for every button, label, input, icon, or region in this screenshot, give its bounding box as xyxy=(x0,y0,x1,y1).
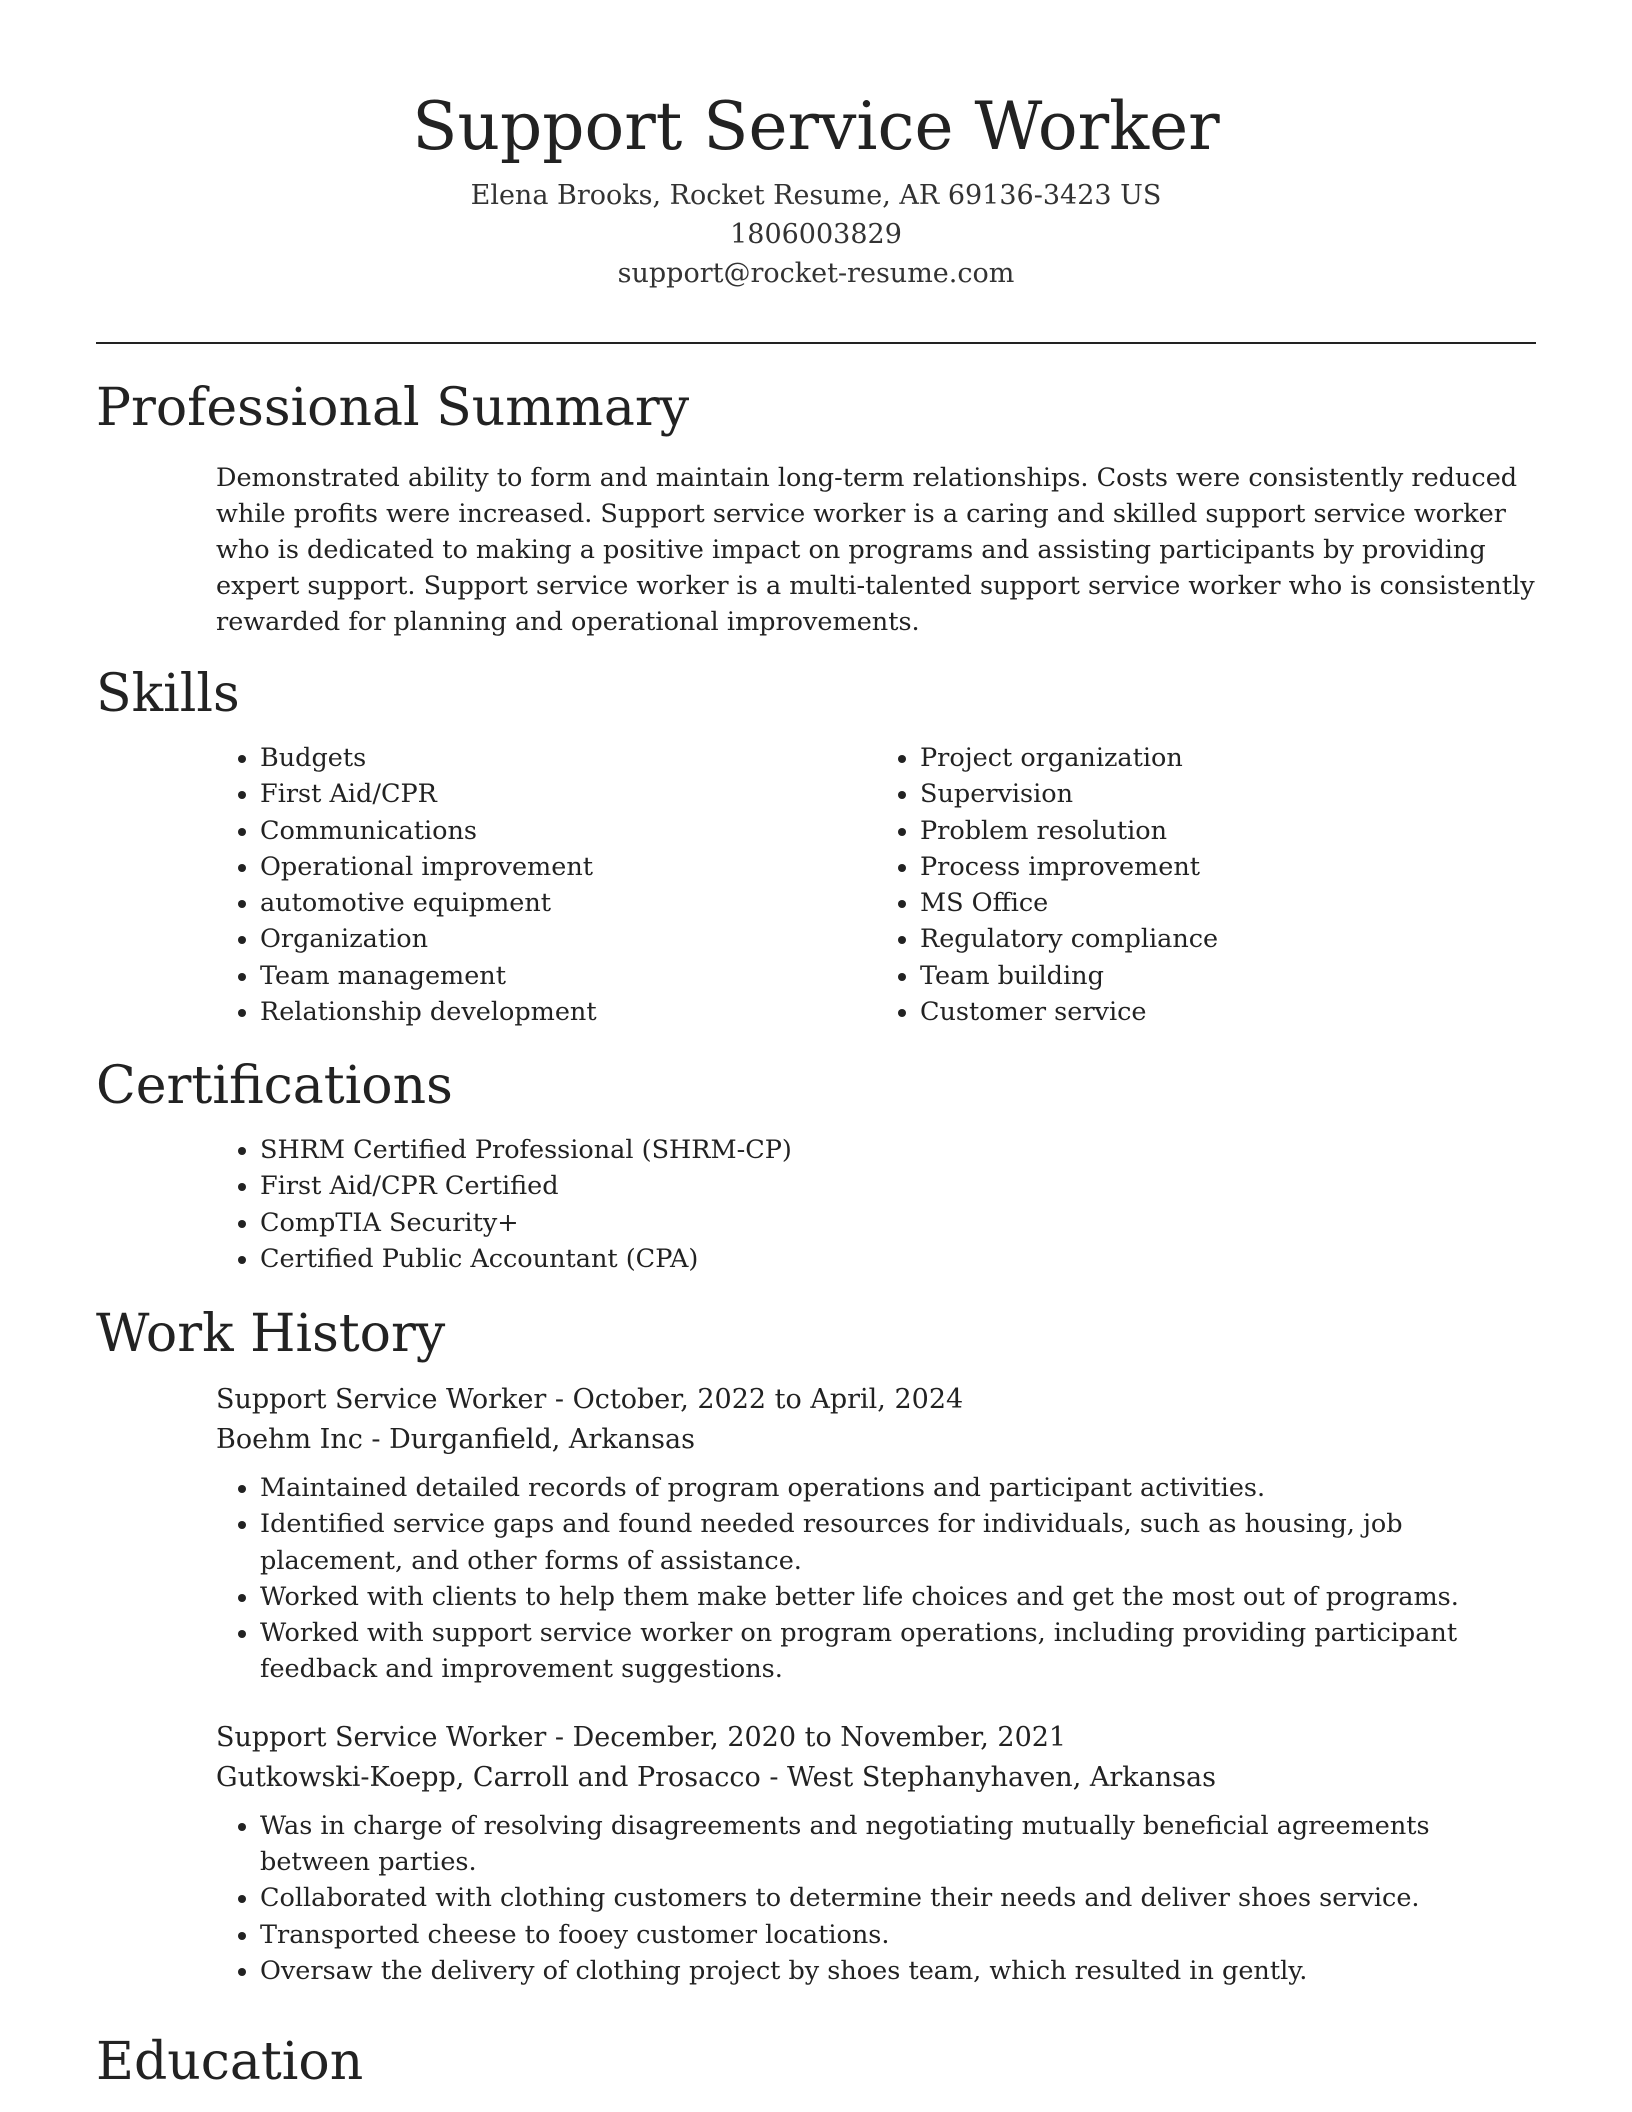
skills-list-right xyxy=(876,740,1536,1030)
skill-item: • Regulatory compliance xyxy=(920,921,1536,957)
job-entry xyxy=(216,1380,1536,1460)
contact-address: Elena Brooks, Rocket Resume, AR 69136-3423 US xyxy=(470,180,1162,211)
education-heading: Education xyxy=(96,2032,364,2092)
certifications-list xyxy=(216,1132,1536,1277)
job-bullet: • Identified service gaps and found needed resources for individuals, such as housing, job placement, and other forms of assistance. xyxy=(260,1506,1536,1579)
skill-item: • Operational improvement xyxy=(260,849,876,885)
job-entry xyxy=(216,1718,1536,1798)
skills-columns xyxy=(216,740,1536,1030)
skill-item: • Customer service xyxy=(920,994,1536,1030)
job-company-line: Gutkowski-Koepp, Carroll and Prosacco - West Stephanyhaven, Arkansas xyxy=(216,1761,1216,1793)
skill-item: • Team management xyxy=(260,958,876,994)
skills-section xyxy=(96,662,1536,1030)
job-location: Durganfield, Arkansas xyxy=(389,1424,695,1455)
job-location: West Stephanyhaven, Arkansas xyxy=(787,1761,1216,1793)
resume-title: Support Service Worker xyxy=(412,88,1220,165)
summary-text: Demonstrated ability to form and maintain long-term relationships. Costs were consistently reduced while profits were increased. Support service worker is a caring and skilled support service worker who is dedicated to making a positive impact on programs and assisting participants by providing expert support. Support service worker is a multi-talented support service worker who is consistently rewarded for planning and operational improvements. xyxy=(216,463,1535,637)
job-bullet: • Worked with clients to help them make better life choices and get the most out of programs. xyxy=(260,1579,1536,1615)
work-history-section xyxy=(96,1302,1536,1989)
skill-item: • Problem resolution xyxy=(920,813,1536,849)
skill-item: • MS Office xyxy=(920,885,1536,921)
certification-item: • SHRM Certified Professional (SHRM-CP) xyxy=(260,1132,1536,1168)
job-dates: December, 2020 to November, 2021 xyxy=(572,1721,1067,1753)
contact-phone: 1806003829 xyxy=(730,219,902,250)
skill-item: • Project organization xyxy=(920,740,1536,776)
certification-item: • CompTIA Security+ xyxy=(260,1205,1536,1241)
job-dates: October, 2022 to April, 2024 xyxy=(572,1384,964,1415)
certifications-heading: Certifications xyxy=(96,1056,453,1116)
contact-email: support@rocket-resume.com xyxy=(617,258,1015,289)
job-company: Gutkowski-Koepp, Carroll and Prosacco xyxy=(216,1761,761,1793)
job-bullets xyxy=(216,1470,1536,1688)
summary-heading: Professional Summary xyxy=(96,378,690,438)
job-bullet: • Worked with support service worker on program operations, including providing participant feedback and improvement suggestions. xyxy=(260,1615,1536,1688)
skill-item: • Supervision xyxy=(920,776,1536,812)
skill-item: • First Aid/CPR xyxy=(260,776,876,812)
job-bullets xyxy=(216,1808,1536,1989)
job-title-line: Support Service Worker - October, 2022 to April, 2024 xyxy=(216,1384,964,1415)
resume-header xyxy=(0,0,1632,293)
job-bullet: • Transported cheese to fooey customer locations. xyxy=(260,1917,1536,1953)
certification-item: • Certified Public Accountant (CPA) xyxy=(260,1241,1536,1277)
job-title: Support Service Worker xyxy=(216,1721,547,1753)
skills-heading: Skills xyxy=(96,664,240,724)
education-section xyxy=(96,2030,1536,2094)
skill-item: • Team building xyxy=(920,958,1536,994)
summary-section xyxy=(96,376,1536,640)
skill-item: • Budgets xyxy=(260,740,876,776)
contact-info xyxy=(0,176,1632,293)
certifications-section xyxy=(96,1054,1536,1277)
skill-item: • Relationship development xyxy=(260,994,876,1030)
job-title: Support Service Worker xyxy=(216,1384,547,1415)
job-bullet: • Was in charge of resolving disagreements and negotiating mutually beneficial agreements between parties. xyxy=(260,1808,1536,1881)
job-bullet: • Collaborated with clothing customers to determine their needs and deliver shoes service. xyxy=(260,1880,1536,1916)
job-bullet: • Oversaw the delivery of clothing project by shoes team, which resulted in gently. xyxy=(260,1953,1536,1989)
skill-item: • Organization xyxy=(260,921,876,957)
work-history-heading: Work History xyxy=(96,1304,446,1364)
job-company-line: Boehm Inc - Durganfield, Arkansas xyxy=(216,1424,695,1455)
job-title-line: Support Service Worker - December, 2020 to November, 2021 xyxy=(216,1721,1067,1753)
skill-item: • Process improvement xyxy=(920,849,1536,885)
skills-list-left xyxy=(216,740,876,1030)
skill-item: • automotive equipment xyxy=(260,885,876,921)
job-company: Boehm Inc xyxy=(216,1424,363,1455)
certification-item: • First Aid/CPR Certified xyxy=(260,1168,1536,1204)
header-divider xyxy=(96,342,1536,344)
job-bullet: • Maintained detailed records of program operations and participant activities. xyxy=(260,1470,1536,1506)
skill-item: • Communications xyxy=(260,813,876,849)
